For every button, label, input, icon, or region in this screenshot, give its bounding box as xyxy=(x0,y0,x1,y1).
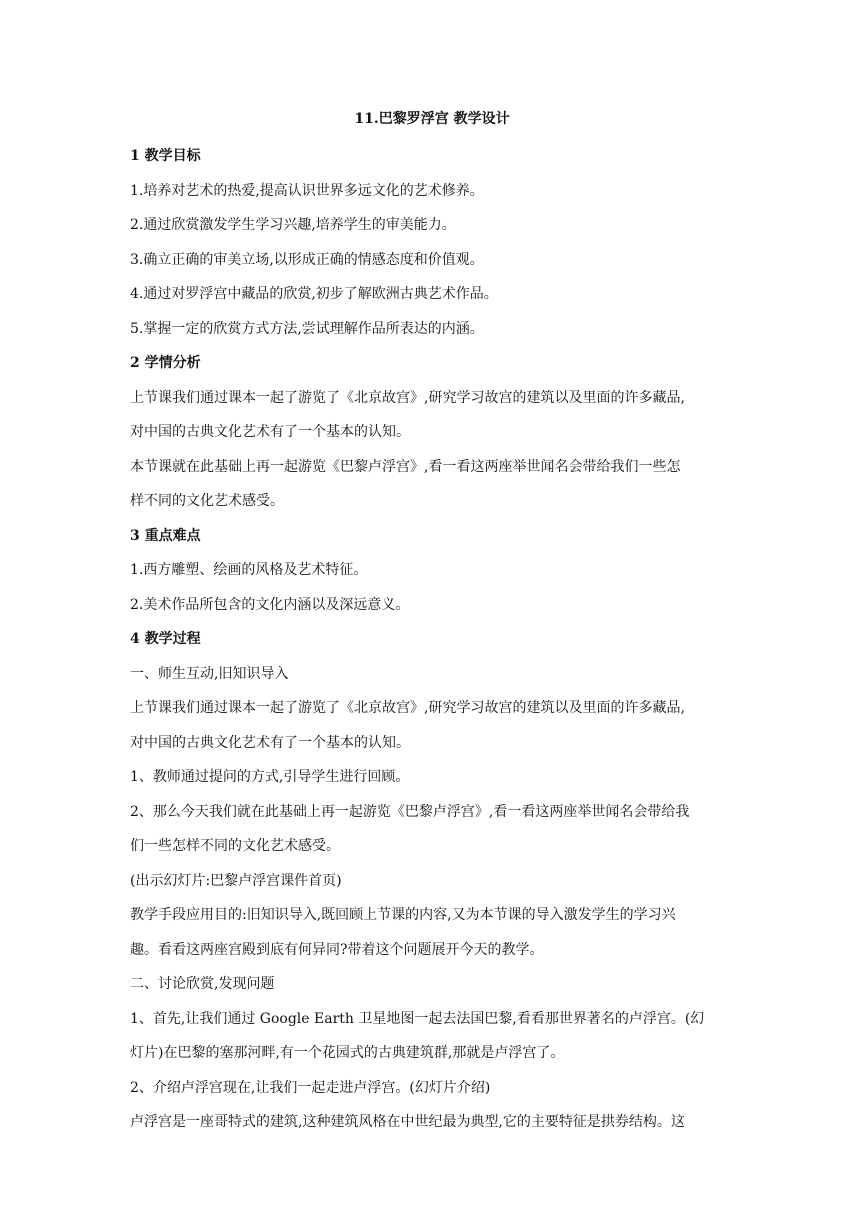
process-item: 2、那么今天我们就在此基础上再一起游览《巴黎卢浮宫》,看一看这两座举世闻名会带给我 xyxy=(130,803,690,820)
paragraph-line: 上节课我们通过课本一起了游览了《北京故宫》,研究学习故宫的建筑以及里面的许多藏品, xyxy=(130,700,685,716)
process-item: 灯片)在巴黎的塞那河畔,有一个花园式的古典建筑群,那就是卢浮宫了。 xyxy=(130,1045,565,1061)
paragraph-line: 趣。看看这两座宫殿到底有何异同?带着这个问题展开今天的教学。 xyxy=(130,941,544,958)
process-item: 们一些怎样不同的文化艺术感受。 xyxy=(130,838,340,854)
section-heading-objectives: 1 教学目标 xyxy=(130,148,201,164)
section-heading-process: 4 教学过程 xyxy=(130,631,201,647)
objective-item: 5.掌握一定的欣赏方式方法,尝试理解作品所表达的内涵。 xyxy=(130,320,484,337)
section-heading-analysis: 2 学情分析 xyxy=(130,355,201,371)
process-item: 1、教师通过提问的方式,引导学生进行回顾。 xyxy=(130,769,410,785)
subsection-heading: 二、讨论欣赏,发现问题 xyxy=(130,976,275,992)
objective-item: 3.确立正确的审美立场,以形成正确的情感态度和价值观。 xyxy=(130,251,484,268)
paragraph-line: 对中国的古典文化艺术有了一个基本的认知。 xyxy=(130,734,410,751)
key-point-item: 2.美术作品所包含的文化内涵以及深远意义。 xyxy=(130,596,410,613)
subsection-heading: 一、师生互动,旧知识导入 xyxy=(130,665,289,682)
paragraph-line: 教学手段应用目的:旧知识导入,既回顾上节课的内容,又为本节课的导入激发学生的学习兴 xyxy=(130,907,676,923)
key-point-item: 1.西方雕塑、绘画的风格及艺术特征。 xyxy=(130,562,368,578)
process-item: 2、介绍卢浮宫现在,让我们一起走进卢浮宫。(幻灯片介绍) xyxy=(130,1079,491,1096)
paragraph-line: 对中国的古典文化艺术有了一个基本的认知。 xyxy=(130,424,410,440)
objective-item: 1.培养对艺术的热爱,提高认识世界多远文化的艺术修养。 xyxy=(130,182,484,199)
document-body xyxy=(130,108,734,1140)
process-item: 1、首先,让我们通过 Google Earth 卫星地图一起去法国巴黎,看看那世界著名的卢浮宫。(幻 xyxy=(130,1010,705,1027)
paragraph-line: 卢浮宫是一座哥特式的建筑,这种建筑风格在中世纪最为典型,它的主要特征是拱券结构。这 xyxy=(130,1114,685,1130)
paragraph-line: 样不同的文化艺术感受。 xyxy=(130,493,284,509)
objective-item: 4.通过对罗浮宫中藏品的欣赏,初步了解欧洲古典艺术作品。 xyxy=(130,286,498,302)
slide-note: (出示幻灯片:巴黎卢浮宫课件首页) xyxy=(130,872,342,889)
objective-item: 2.通过欣赏激发学生学习兴趣,培养学生的审美能力。 xyxy=(130,217,456,233)
paragraph-line: 上节课我们通过课本一起了游览了《北京故宫》,研究学习故宫的建筑以及里面的许多藏品, xyxy=(130,389,685,406)
paragraph-line: 本节课就在此基础上再一起游览《巴黎卢浮宫》,看一看这两座举世闻名会带给我们一些怎 xyxy=(130,458,681,475)
section-heading-key-points: 3 重点难点 xyxy=(130,527,201,544)
document-title: 11.巴黎罗浮宫 教学设计 xyxy=(354,111,510,127)
